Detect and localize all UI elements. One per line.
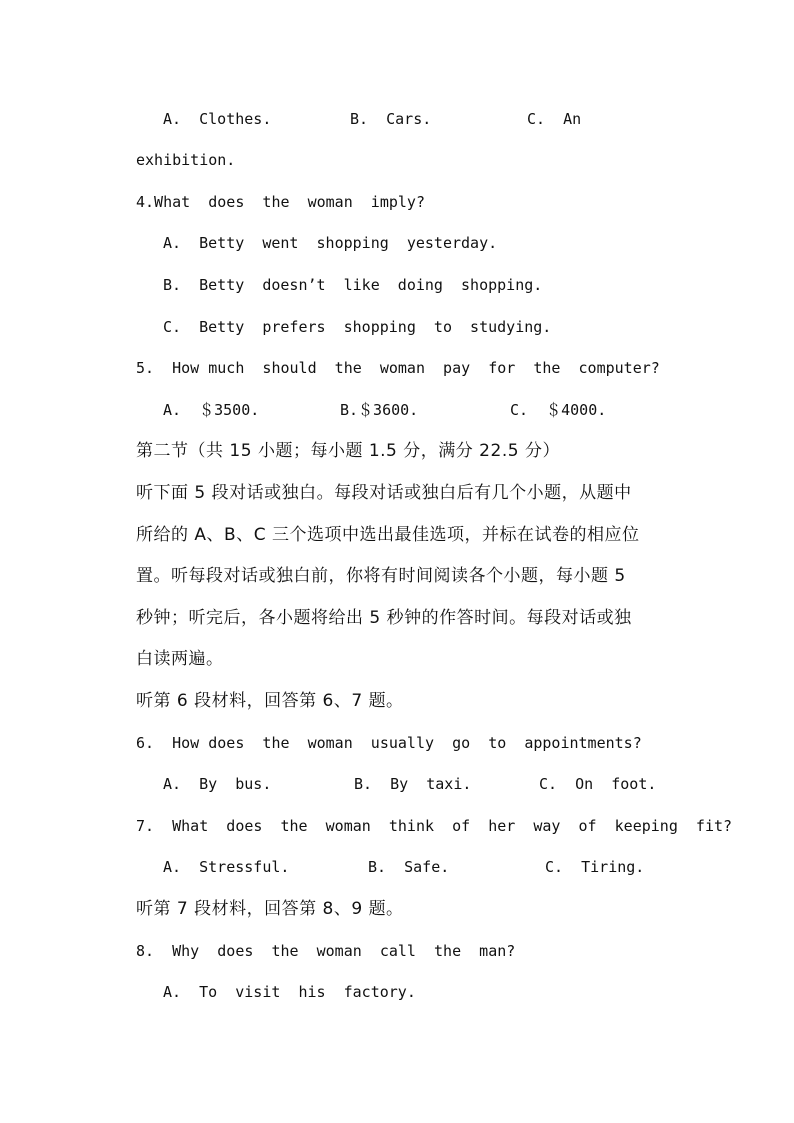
instruction-line-2: 所给的 A、B、C 三个选项中选出最佳选项，并标在试卷的相应位 xyxy=(136,525,640,545)
passage-6-label: 听第 6 段材料，回答第 6、7 题。 xyxy=(136,691,404,711)
q3-option-a: A. Clothes. xyxy=(163,110,272,128)
q4-option-b: B. Betty doesn’t like doing shopping. xyxy=(163,276,543,294)
q6-question: 6. How does the woman usually go to appointments? xyxy=(136,734,642,752)
q6-option-a: A. By bus. xyxy=(163,775,272,793)
q3-option-c: C. An xyxy=(527,110,582,128)
instruction-line-4: 秒钟；听完后，各小题将给出 5 秒钟的作答时间。每段对话或独 xyxy=(136,608,632,628)
q7-option-a: A. Stressful. xyxy=(163,858,290,876)
q5-option-c: C. ＄4000. xyxy=(510,401,607,419)
q6-option-b: B. By taxi. xyxy=(354,775,472,793)
q8-option-a: A. To visit his factory. xyxy=(163,983,416,1001)
instruction-line-3: 置。听每段对话或独白前，你将有时间阅读各个小题，每小题 5 xyxy=(136,566,626,586)
q3-option-c-wrap: exhibition. xyxy=(136,151,236,169)
q7-option-b: B. Safe. xyxy=(368,858,450,876)
q3-option-b: B. Cars. xyxy=(350,110,432,128)
q5-option-b: B.＄3600. xyxy=(340,401,419,419)
q5-question: 5. How much should the woman pay for the computer? xyxy=(136,359,660,377)
instruction-line-1: 听下面 5 段对话或独白。每段对话或独白后有几个小题，从题中 xyxy=(136,483,632,503)
q4-question: 4.What does the woman imply? xyxy=(136,193,425,211)
q4-option-c: C. Betty prefers shopping to studying. xyxy=(163,318,552,336)
q8-question: 8. Why does the woman call the man? xyxy=(136,942,516,960)
instruction-line-5: 白读两遍。 xyxy=(136,649,224,669)
passage-7-label: 听第 7 段材料，回答第 8、9 题。 xyxy=(136,899,404,919)
q4-option-a: A. Betty went shopping yesterday. xyxy=(163,234,498,252)
q5-option-a: A. ＄3500. xyxy=(163,401,260,419)
section-heading: 第二节（共 15 小题；每小题 1.5 分，满分 22.5 分） xyxy=(136,441,560,461)
q7-option-c: C. Tiring. xyxy=(545,858,645,876)
q6-option-c: C. On foot. xyxy=(539,775,657,793)
q7-question: 7. What does the woman think of her way of keeping fit? xyxy=(136,817,733,835)
